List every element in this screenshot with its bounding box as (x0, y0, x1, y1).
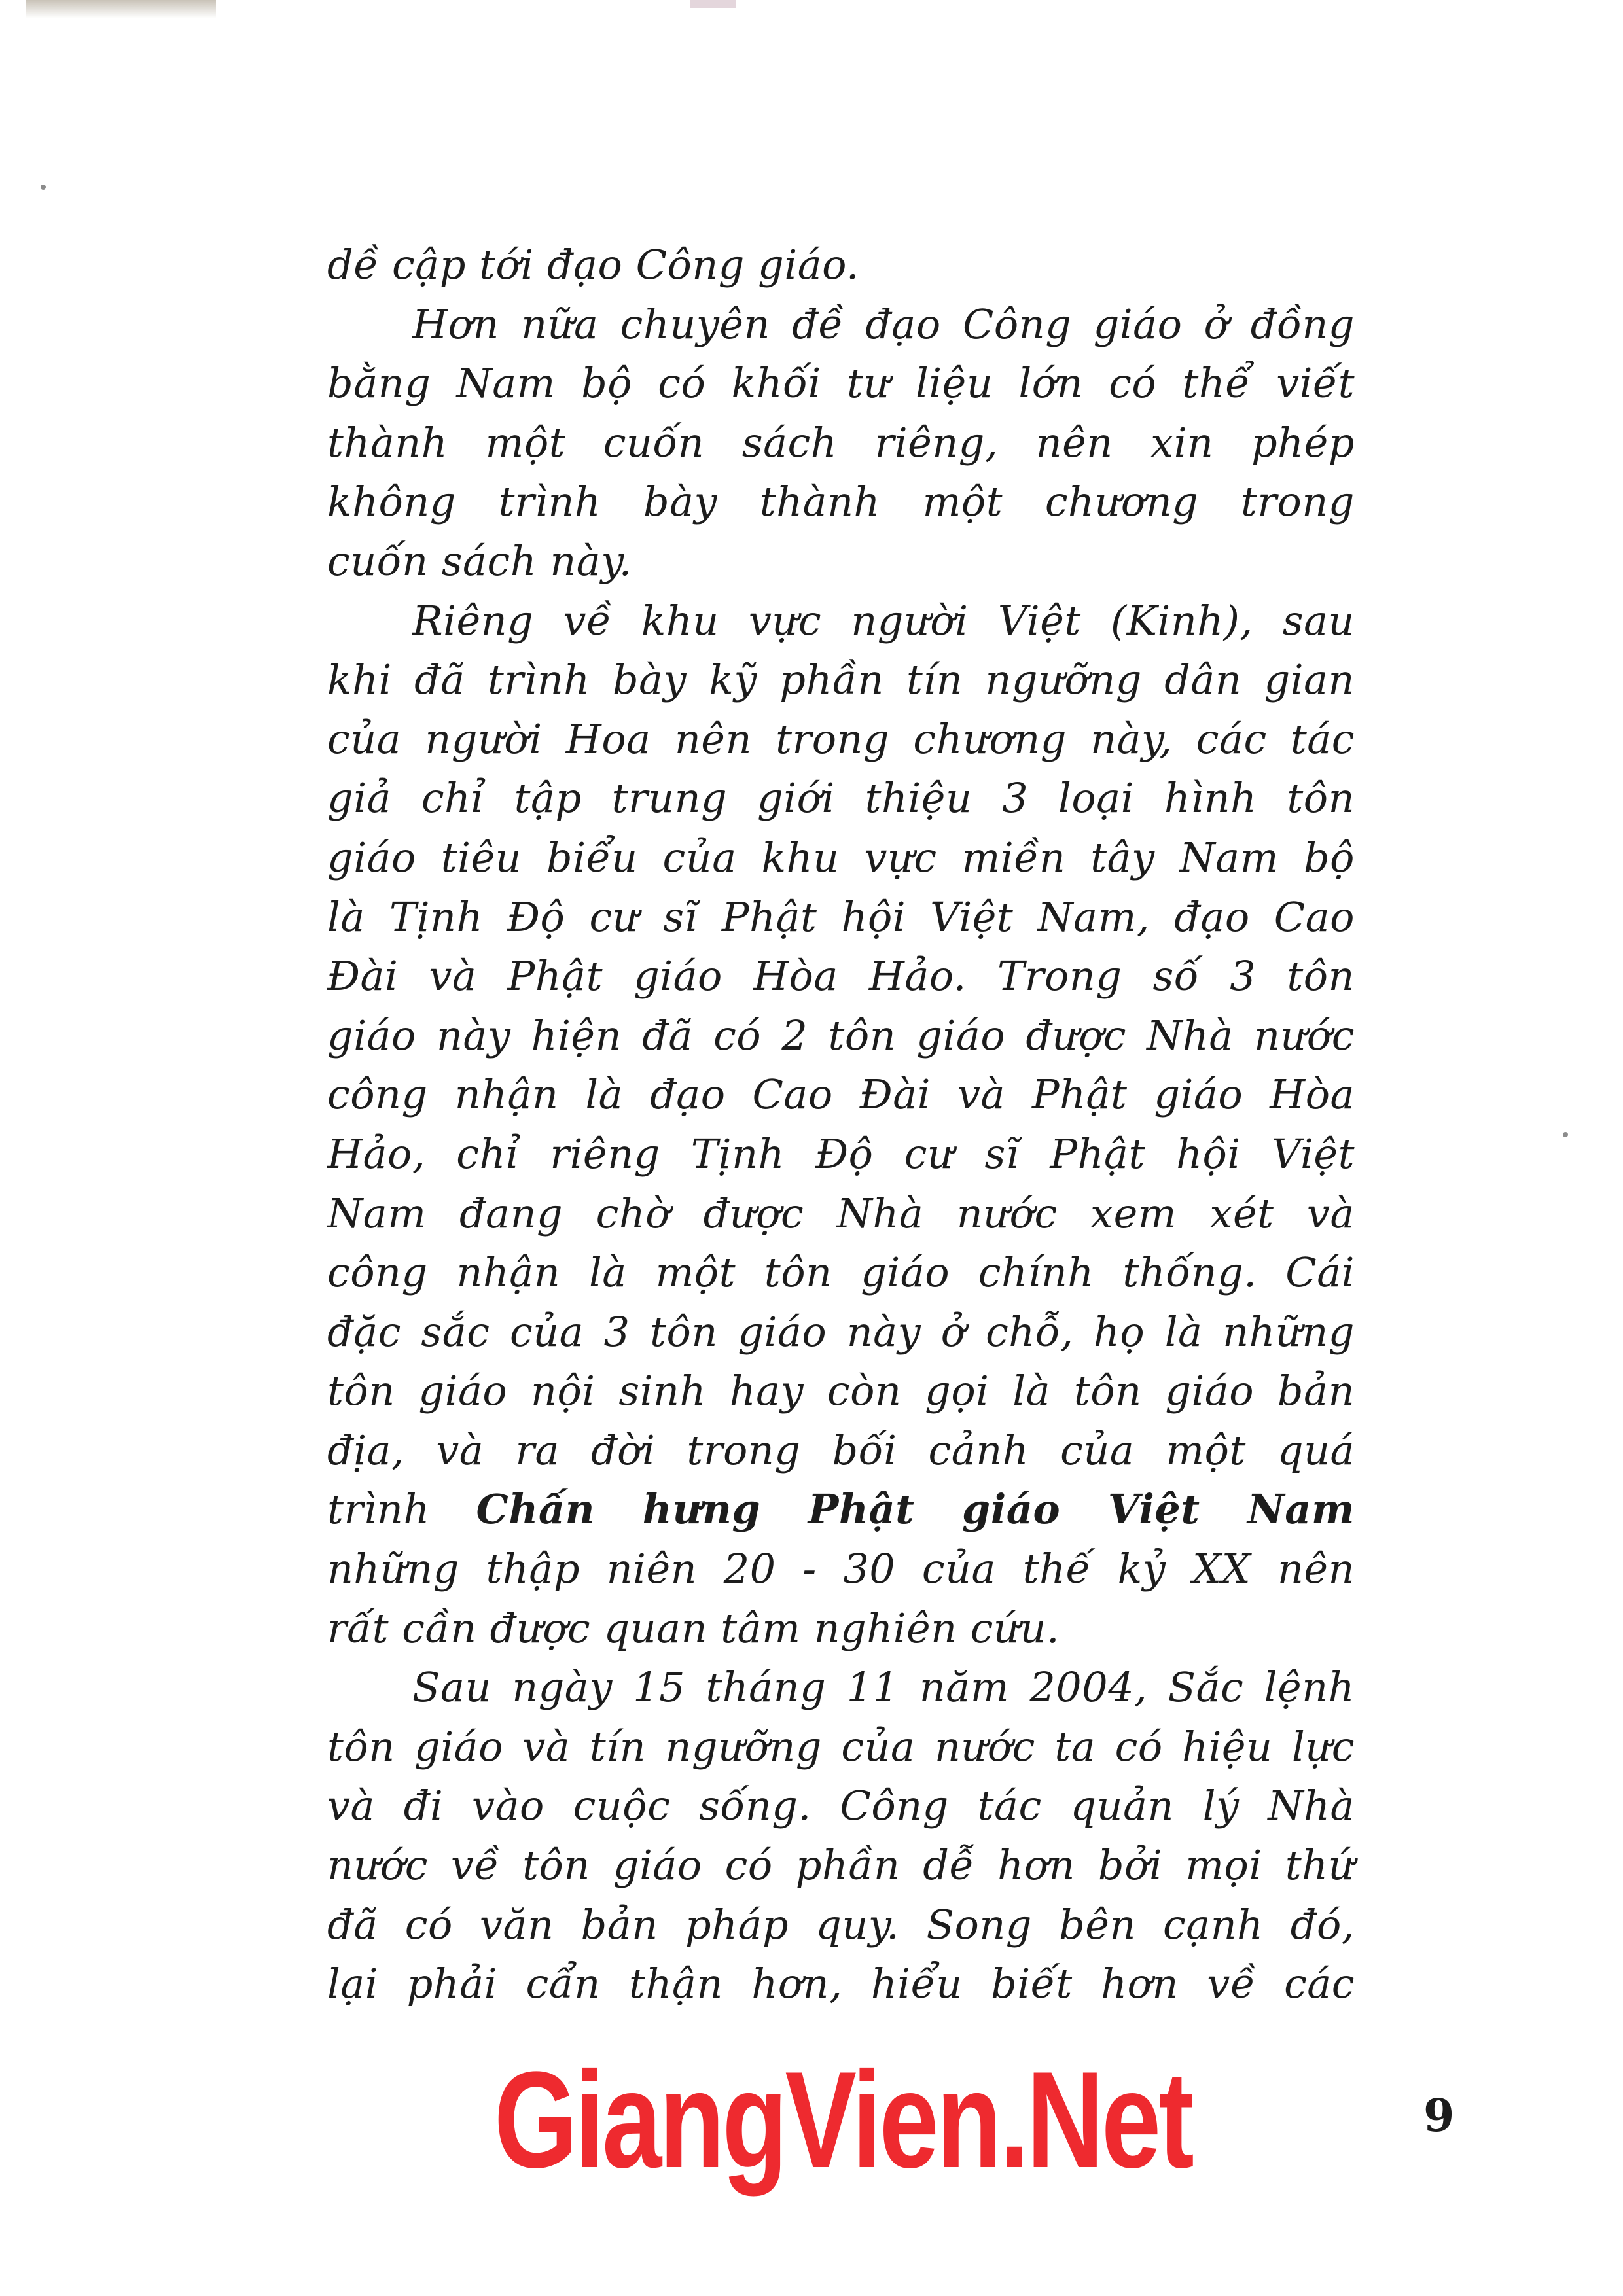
text-line: giả chỉ tập trung giới thiệu 3 loại hình tôn (327, 774, 1355, 822)
text-line: Nam đang chờ được Nhà nước xem xét và (327, 1189, 1355, 1237)
scan-speck (41, 185, 46, 190)
text-line: tôn giáo và tín ngưỡng của nước ta có hiệu lực (327, 1722, 1355, 1771)
text-line-mixed (327, 1480, 1355, 1540)
text-line: cuốn sách này. (327, 537, 632, 585)
text-line: và đi vào cuộc sống. Công tác quản lý Nhà (327, 1782, 1355, 1830)
text-line: giáo này hiện đã có 2 tôn giáo được Nhà nước (327, 1011, 1355, 1059)
text-line: không trình bày thành một chương trong (327, 478, 1355, 526)
body-text (327, 236, 1355, 2014)
text-line: giáo tiêu biểu của khu vực miền tây Nam bộ (327, 833, 1355, 881)
text-line: của người Hoa nên trong chương này, các tác (327, 715, 1355, 763)
bold-phrase: Chấn hưng Phật giáo Việt Nam (476, 1485, 1355, 1534)
text-line: khi đã trình bày kỹ phần tín ngưỡng dân gian (327, 656, 1355, 704)
text-line: lại phải cẩn thận hơn, hiểu biết hơn về các (327, 1960, 1355, 2008)
text-line: Hảo, chỉ riêng Tịnh Độ cư sĩ Phật hội Việt (327, 1129, 1355, 1178)
text-line: thành một cuốn sách riêng, nên xin phép (327, 418, 1355, 467)
text-line: là Tịnh Độ cư sĩ Phật hội Việt Nam, đạo Cao (327, 892, 1355, 941)
text-line: Riêng về khu vực người Việt (Kinh), sau (412, 596, 1355, 645)
text-line: đã có văn bản pháp quy. Song bên cạnh đó, (327, 1900, 1355, 1949)
text-line: bằng Nam bộ có khối tư liệu lớn có thể viết (327, 359, 1355, 408)
text-line: công nhận là một tôn giáo chính thống. Cái (327, 1248, 1355, 1297)
watermark-logo: GiangVien.Net (494, 2043, 1192, 2197)
text-line: Sau ngày 15 tháng 11 năm 2004, Sắc lệnh (412, 1663, 1355, 1712)
scan-edge-shadow (26, 0, 216, 18)
scan-speck (1563, 1132, 1568, 1137)
text-line: đặc sắc của 3 tôn giáo này ở chỗ, họ là những (327, 1307, 1355, 1356)
scan-edge-mark (690, 0, 736, 8)
text-segment: trình (327, 1485, 430, 1534)
text-line: địa, và ra đời trong bối cảnh của một quá (327, 1426, 1355, 1474)
text-line: công nhận là đạo Cao Đài và Phật giáo Hòa (327, 1070, 1355, 1119)
text-line: tôn giáo nội sinh hay còn gọi là tôn giáo bản (327, 1367, 1355, 1415)
text-line: những thập niên 20 - 30 của thế kỷ XX nên (327, 1545, 1355, 1593)
text-line: rất cần được quan tâm nghiên cứu. (327, 1604, 1060, 1652)
text-line: Hơn nữa chuyên đề đạo Công giáo ở đồng (412, 300, 1355, 348)
text-line: dề cập tới đạo Công giáo. (327, 241, 860, 289)
page-number: 9 (1423, 2090, 1455, 2142)
text-line: nước về tôn giáo có phần dễ hơn bởi mọi thứ (327, 1841, 1355, 1890)
text-line: Đài và Phật giáo Hòa Hảo. Trong số 3 tôn (327, 952, 1355, 1000)
